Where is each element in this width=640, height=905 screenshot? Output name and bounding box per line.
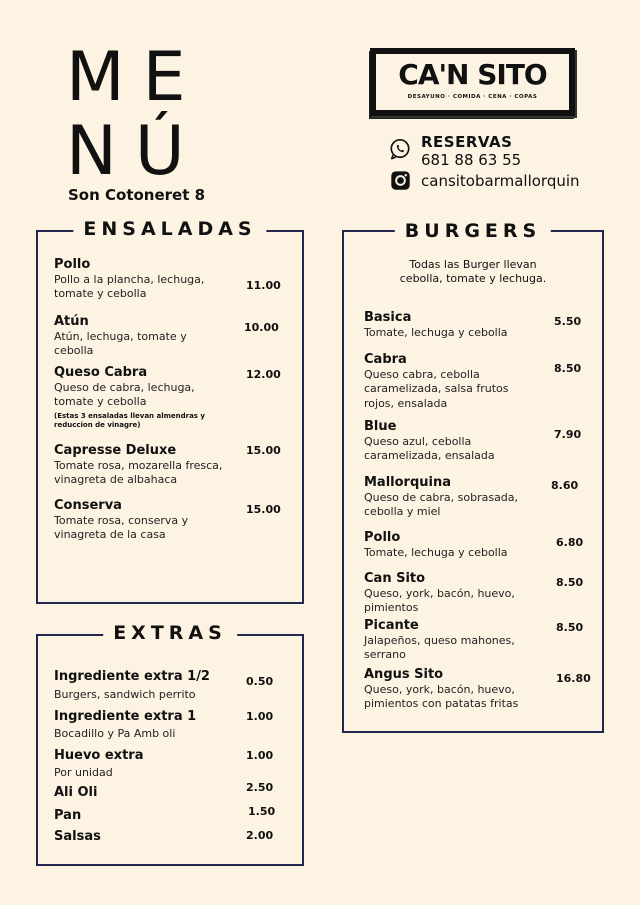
item-price: 8.50 [556,621,584,634]
item-name: Blue [364,419,397,434]
item-desc: Tomate, lechuga y cebolla [364,545,508,559]
item-desc: Por unidad [54,765,113,779]
burger-item-pollo [364,531,586,560]
item-name: Mallorquina [364,475,452,490]
address: Son Cotoneret 8 [68,186,206,204]
item-name: Pollo [54,257,91,272]
logo-name: CA'N SITO [398,58,547,91]
item-name: Angus Sito [364,667,444,682]
item-price: 15.00 [246,503,281,516]
burger-item-can-sito [364,572,586,616]
item-name: Conserva [54,498,122,513]
burger-item-basica [364,311,586,340]
phone-number[interactable]: 681 88 63 55 [421,151,522,169]
item-desc: Queso, york, bacón, huevo, pimientos con patatas fritas [364,682,519,711]
item-price: 16.80 [556,672,591,685]
item-price: 1.50 [248,805,276,818]
item-desc: Queso de cabra, sobrasada, cebolla y miel [364,490,519,519]
item-price: 1.00 [246,710,274,723]
item-price: 10.00 [244,321,279,334]
item-name: Can Sito [364,571,426,586]
item-price: 2.00 [246,829,274,842]
item-price: 7.90 [554,428,582,441]
item-price: 11.00 [246,279,281,292]
extras-section [36,622,304,866]
burgers-title: BURGERS [395,220,551,242]
item-price: 8.50 [554,362,582,375]
item-desc: Burgers, sandwich perrito [54,687,196,701]
item-name: Salsas [54,829,101,844]
burgers-section [342,220,604,733]
item-desc: Queso de cabra, lechuga, tomate y cebolla [54,380,195,409]
reservas-title: RESERVAS [421,133,513,151]
item-desc: Queso, york, bacón, huevo, pimientos [364,586,515,615]
item-desc: Jalapeños, queso mahones, serrano [364,633,515,662]
item-name: Huevo extra [54,748,144,763]
item-price: 5.50 [554,315,582,328]
item-name: Capresse Deluxe [54,443,177,458]
logo [370,48,575,116]
item-price: 8.50 [556,576,584,589]
whatsapp-icon [389,138,411,160]
menu-title-line-1: ME [66,38,204,117]
burger-item-picante [364,619,586,663]
item-desc: Queso azul, cebolla caramelizada, ensalada [364,434,495,463]
burger-item-cabra [364,353,586,411]
item-price: 1.00 [246,749,274,762]
item-name: Basica [364,310,412,325]
logo-tagline: DESAYUNO · COMIDA · CENA · COPAS [407,94,538,100]
item-name: Ingrediente extra 1 [54,709,197,724]
item-price: 0.50 [246,675,274,688]
ensaladas-title: ENSALADAS [73,218,266,240]
extras-title: EXTRAS [103,622,237,644]
item-desc: Queso cabra, cebolla caramelizada, salsa frutos rojos, ensalada [364,367,509,410]
burgers-intro: Todas las Burger llevan cebolla, tomate y lechuga. [399,258,547,286]
item-desc: Atún, lechuga, tomate y cebolla [54,329,187,358]
instagram-handle[interactable]: cansitobarmallorquin [421,172,580,190]
item-desc: Tomate rosa, conserva y vinagreta de la casa [54,513,189,542]
item-desc: Bocadillo y Pa Amb oli [54,726,176,740]
item-desc: Pollo a la plancha, lechuga, tomate y cebolla [54,272,205,301]
item-price: 12.00 [246,368,281,381]
item-name: Pan [54,808,82,823]
item-name: Ali Oli [54,785,98,800]
item-name: Cabra [364,352,407,367]
item-price: 15.00 [246,444,281,457]
burger-item-angus-sito [364,668,586,712]
item-name: Ingrediente extra 1/2 [54,669,210,684]
item-name: Queso Cabra [54,365,148,380]
item-desc: Tomate rosa, mozarella fresca, vinagreta de albahaca [54,458,223,487]
item-price: 2.50 [246,781,274,794]
item-name: Pollo [364,530,401,545]
item-price: 8.60 [551,479,579,492]
burger-item-blue [364,420,586,464]
item-price: 6.80 [556,536,584,549]
instagram-icon [390,170,411,191]
ensaladas-section [36,218,304,604]
item-note: (Estas 3 ensaladas llevan almendras y reduccion de vinagre) [54,411,205,429]
item-name: Atún [54,314,89,329]
item-name: Picante [364,618,419,633]
menu-title-line-2: NÚ [66,112,203,191]
item-desc: Tomate, lechuga y cebolla [364,325,508,339]
